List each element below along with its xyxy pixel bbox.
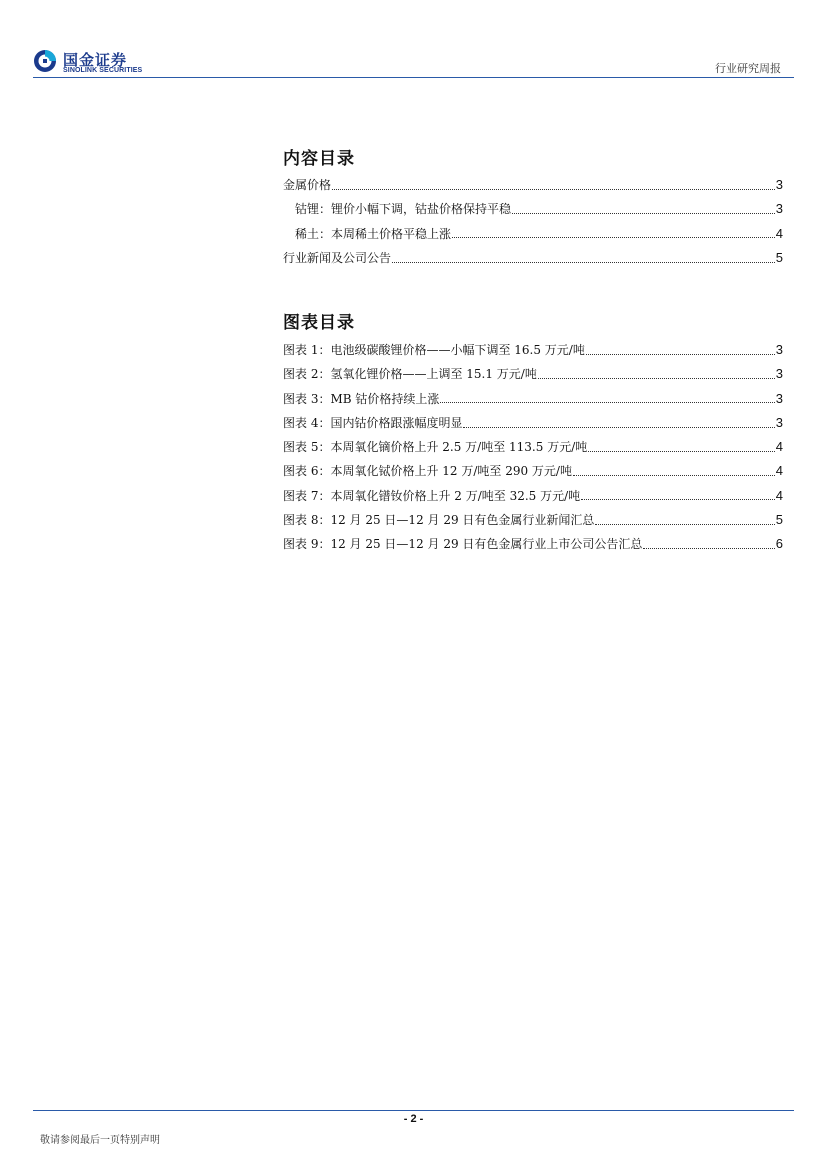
figure-entry-label: 图表 2：氢氧化锂价格——上调至 15.1 万元/吨	[283, 367, 537, 382]
toc-leader-dots	[588, 451, 775, 452]
toc-entry-label: 行业新闻及公司公告	[283, 250, 392, 265]
toc-entry[interactable]	[283, 222, 783, 246]
figure-entry-page: 3	[775, 390, 783, 406]
figure-entry-page: 4	[775, 463, 783, 479]
figure-entry-page: 3	[775, 414, 783, 430]
figure-entry-label: 图表 6：本周氧化铽价格上升 12 万/吨至 290 万元/吨	[283, 464, 572, 479]
figure-entry[interactable]	[283, 411, 783, 435]
figure-entry[interactable]	[283, 362, 783, 386]
toc-entry-page: 4	[775, 225, 783, 241]
toc-leader-dots	[392, 262, 775, 263]
footer-divider	[33, 1110, 794, 1111]
toc-leader-dots	[463, 427, 774, 428]
figure-entry[interactable]	[283, 387, 783, 411]
toc-leader-dots	[581, 499, 775, 500]
footer-disclaimer: 敬请参阅最后一页特别声明	[40, 1135, 160, 1146]
sinolink-logo-icon	[33, 49, 57, 73]
figure-entry[interactable]	[283, 338, 783, 362]
toc-entry-page: 5	[775, 249, 783, 265]
page-number: - 2 -	[403, 1113, 424, 1125]
figure-entry-page: 3	[775, 366, 783, 382]
page-header	[0, 0, 827, 80]
toc-entry[interactable]	[283, 197, 783, 221]
toc-leader-dots	[452, 237, 775, 238]
contents-list	[283, 173, 783, 270]
toc-entry[interactable]	[283, 246, 783, 270]
figure-entry[interactable]	[283, 508, 783, 532]
contents-title: 内容目录	[283, 149, 355, 169]
figures-title: 图表目录	[283, 313, 355, 333]
figure-entry-label: 图表 4：国内钴价格跟涨幅度明显	[283, 415, 463, 430]
toc-leader-dots	[595, 524, 774, 525]
toc-entry-label: 金属价格	[283, 178, 332, 192]
toc-leader-dots	[573, 475, 775, 476]
figure-entry-page: 5	[775, 512, 783, 528]
company-logo	[33, 49, 153, 77]
report-type-label: 行业研究周报	[715, 62, 781, 75]
figure-entry-label: 图表 5：本周氧化镝价格上升 2.5 万/吨至 113.5 万元/吨	[283, 440, 588, 455]
figure-entry[interactable]	[283, 459, 783, 483]
figure-entry-page: 6	[775, 536, 783, 552]
toc-entry-label: 稀土：本周稀土价格平稳上涨	[295, 226, 452, 241]
toc-entry[interactable]	[283, 173, 783, 197]
figure-entry-page: 3	[775, 342, 783, 357]
logo-chinese-name: 国金证券	[63, 51, 128, 69]
figure-entry-label: 图表 3：MB 钴价格持续上涨	[283, 391, 440, 406]
figure-entry[interactable]	[283, 484, 783, 508]
toc-leader-dots	[512, 213, 775, 214]
figure-entry-page: 4	[775, 439, 783, 455]
toc-leader-dots	[538, 378, 775, 379]
toc-leader-dots	[586, 354, 775, 355]
figure-entry[interactable]	[283, 532, 783, 556]
figures-list	[283, 338, 783, 557]
figure-entry-page: 4	[775, 487, 783, 503]
toc-leader-dots	[332, 189, 775, 190]
toc-entry-label: 钴锂：锂价小幅下调，钴盐价格保持平稳	[295, 202, 512, 217]
figure-entry-label: 图表 7：本周氧化镨钕价格上升 2 万/吨至 32.5 万元/吨	[283, 488, 581, 503]
figure-entry-label: 图表 9：12 月 25 日—12 月 29 日有色金属行业上市公司公告汇总	[283, 537, 643, 552]
header-divider	[33, 77, 794, 78]
figure-entry[interactable]	[283, 435, 783, 459]
logo-english-name: SINOLINK SECURITIES	[63, 67, 143, 74]
toc-leader-dots	[440, 402, 774, 403]
toc-leader-dots	[643, 548, 774, 549]
toc-entry-page: 3	[775, 177, 783, 192]
toc-entry-page: 3	[775, 201, 783, 217]
figure-entry-label: 图表 1：电池级碳酸锂价格——小幅下调至 16.5 万元/吨	[283, 343, 585, 357]
figure-entry-label: 图表 8：12 月 25 日—12 月 29 日有色金属行业新闻汇总	[283, 513, 595, 528]
